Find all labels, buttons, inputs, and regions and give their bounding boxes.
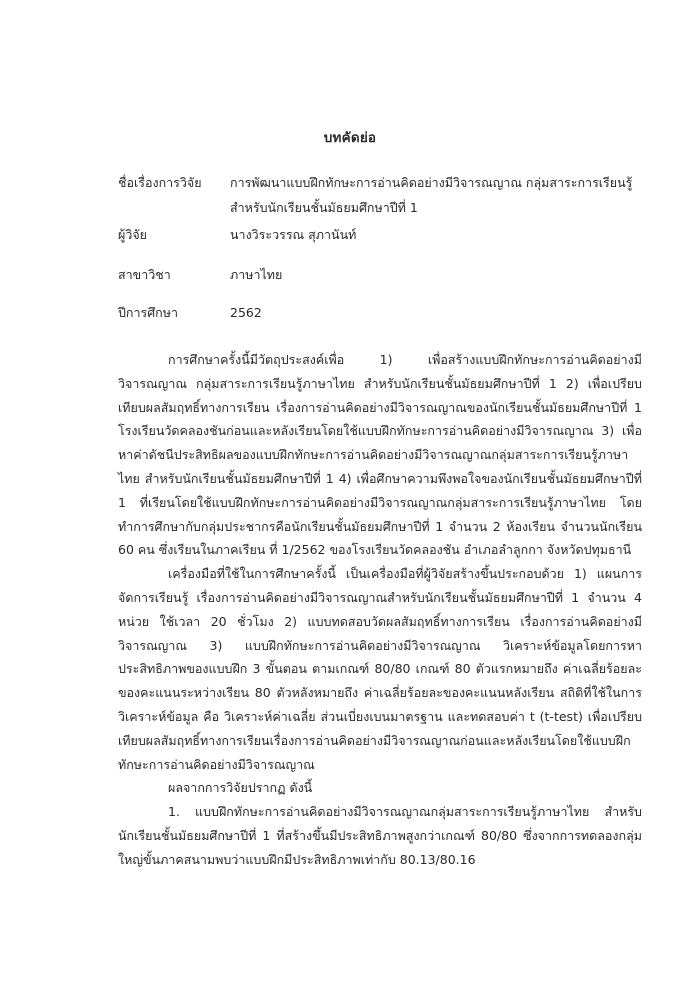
paragraph-instruments: เครื่องมือที่ใช้ในการศึกษาครั้งนี้ เป็นเครื่องมือที่ผู้วิจัยสร้างขึ้นประกอบด้วย 1) แผนการจัดการเรียนรู้ เรื่องการอ่านคิดอย่างมีวิจารณญาณสำหรับนักเรียนชั้นมัธยมศึกษาปีที่ 1 จำนวน 4 หน่วย ใช้เวลา 20 ชั่วโมง 2) แบบทดสอบวัดผลสัมฤทธิ์ทางการเรียน เรื่องการอ่านคิดอย่างมีวิจารณญาณ 3) แบบฝึกทักษะการอ่านคิดอย่างมีวิจารณญาณ วิเคราะห์ข้อมูลโดยการหาประสิทธิภาพของแบบฝึก 3 ขั้นตอน ตามเกณฑ์ 80/80 เกณฑ์ 80 ตัวแรกหมายถึง ค่าเฉลี่ยร้อยละของคะแนนระหว่างเรียน 80 ตัวหลังหมายถึง ค่าเฉลี่ยร้อยละของคะแนนหลังเรียน สถิติที่ใช้ในการวิเคราะห์ข้อมูล คือ วิเคราะห์ค่าเฉลี่ย ส่วนเบี่ยงเบนมาตรฐาน และทดสอบค่า t (t-test) เพื่อเปรียบเทียบผลสัมฤทธิ์ทางการเรียนเรื่องการอ่านคิดอย่างมีวิจารณญาณก่อนและหลังเรียนโดยใช้แบบฝึกทักษะการอ่านคิดอย่างมีวิจารณญาณ	[118, 566, 642, 772]
research-title-block	[118, 170, 658, 220]
year-row	[118, 300, 658, 325]
paragraph-results-intro: ผลจากการวิจัยปรากฏ ดังนี้	[168, 780, 313, 796]
paragraph-objectives: การศึกษาครั้งนี้มีวัตถุประสงค์เพื่อ 1) เพื่อสร้างแบบฝึกทักษะการอ่านคิดอย่างมีวิจารณญาณ กลุ่มสาระการเรียนรู้ภาษาไทย สำหรับนักเรียนชั้นมัธยมศึกษาปีที่ 1 2) เพื่อเปรียบเทียบผลสัมฤทธิ์ทางการเรียน เรื่องการอ่านคิดอย่างมีวิจารณญาณของนักเรียนชั้นมัธยมศึกษาปีที่ 1 โรงเรียนวัดคลองชันก่อนและหลังเรียนโดยใช้แบบฝึกทักษะการอ่านคิดอย่างมีวิจารณญาณ 3) เพื่อหาค่าดัชนีประสิทธิผลของแบบฝึกทักษะการอ่านคิดอย่างมีวิจารณญาณกลุ่มสาระการเรียนรู้ภาษาไทย สำหรับนักเรียนชั้นมัธยมศึกษาปีที่ 1 4) เพื่อศึกษาความพึงพอใจของนักเรียนชั้นมัธยมศึกษาปีที่ 1 ที่เรียนโดยใช้แบบฝึกทักษะการอ่านคิดอย่างมีวิจารณญาณกลุ่มสาระการเรียนรู้ภาษาไทย โดยทำการศึกษากับกลุ่มประชากรคือนักเรียนชั้นมัธยมศึกษาปีที่ 1 จำนวน 2 ห้องเรียน จำนวนนักเรียน 60 คน ซึ่งเรียนในภาคเรียน ที่ 1/2562 ของโรงเรียนวัดคลองชัน อำเภอลำลูกกา จังหวัดปทุมธานี	[118, 352, 642, 558]
researcher-row	[118, 222, 658, 247]
year-value: 2562	[230, 305, 262, 320]
research-title-label: ชื่อเรื่องการวิจัย	[118, 175, 202, 190]
abstract-body	[118, 348, 642, 872]
research-title-line2: สำหรับนักเรียนชั้นมัธยมศึกษาปีที่ 1	[230, 200, 418, 215]
research-title-value	[230, 170, 658, 220]
researcher-value: นางวิระวรรณ สุภานันท์	[230, 227, 357, 242]
researcher-label: ผู้วิจัย	[118, 227, 147, 242]
field-value: ภาษาไทย	[230, 267, 283, 282]
abstract-heading: บทคัดย่อ	[323, 130, 377, 146]
field-row	[118, 262, 658, 287]
field-label: สาขาวิชา	[118, 267, 171, 282]
year-label: ปีการศึกษา	[118, 305, 178, 320]
research-title-line1: การพัฒนาแบบฝึกทักษะการอ่านคิดอย่างมีวิจารณญาณ กลุ่มสาระการเรียนรู้	[230, 175, 633, 190]
paragraph-result-1: 1. แบบฝึกทักษะการอ่านคิดอย่างมีวิจารณญาณกลุ่มสาระการเรียนรู้ภาษาไทย สำหรับนักเรียนชั้นมัธยมศึกษาปีที่ 1 ที่สร้างขึ้นมีประสิทธิภาพสูงกว่าเกณฑ์ 80/80 ซึ่งจากการทดลองกลุ่มใหญ่ขั้นภาคสนามพบว่าแบบฝึกมีประสิทธิภาพเท่ากับ 80.13/80.16	[118, 804, 642, 867]
